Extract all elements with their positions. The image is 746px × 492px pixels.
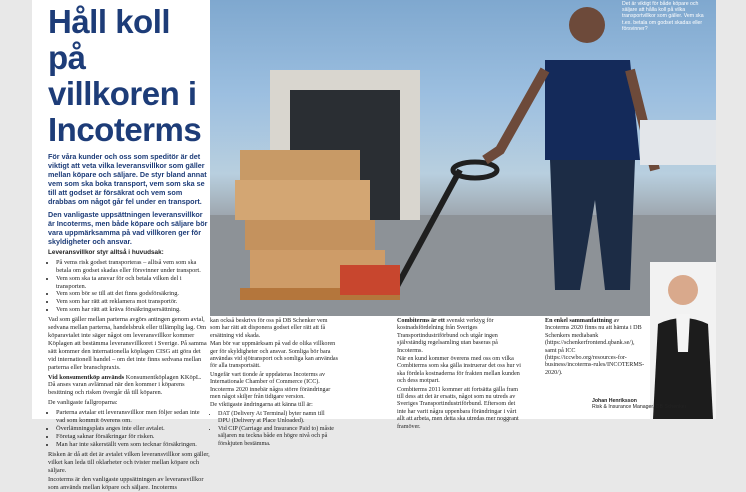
subhead: En enkel sammanfattning: [545, 318, 613, 324]
article-body: [48, 249, 210, 492]
list-item: • Vem som har rätt att kräva försäkringsersättning.: [56, 306, 210, 314]
body-paragraph: Combiterms 2011 kommer att fortsätta gälla fram till dess att det är ersatts, något som nu utreds av Sveriges Transportindustriförbund. Eftersom det inte har varit några uppenbara förändringar i vårt allt att arbeta, men detta ska utredas mer noggrant framöver.: [397, 386, 519, 430]
list-item: • På vems risk godset transporteras – alltså vem som ska betala om godset skadas eller försvinner under transport.: [56, 259, 210, 275]
portrait-photo: [650, 262, 716, 419]
magazine-page: [32, 0, 716, 492]
changes-list: [210, 411, 338, 448]
article-title: Håll koll på villkoren i Incoterms: [48, 3, 202, 148]
photo-caption: Det är viktigt för både köpare och säljare att hålla koll på vilka transportvillkor som gäller. Vem ska t.ex. betala om godset skadas eller försvinner?: [622, 1, 704, 32]
subhead: Vid konsumentköp används: [48, 373, 125, 381]
list-item: • Parterna avtalar ett leveransvillkor men följer sedan inte vad som kommit överens om.: [56, 409, 210, 425]
left-column: [32, 0, 210, 492]
body-paragraph: Man bör var uppmärksam på vad de olika villkoren ger för skyldigheter och ansvar. Somliga bör bara användas vid sjötransport och somliga kan användas för alla transportsätt.: [210, 341, 338, 370]
body-paragraph: Ungefär vart tionde år uppdateras Incoterms av Internationale Chamber of Commerce (ICC). Incoterms 2020 innebär några större förändringar men något skiljer från tidigare version.: [210, 371, 331, 401]
body-paragraph: Combiterms är ett svenskt verktyg för kostnadsfördelning från Sveriges Transportindustriförbund och utgår ingen självständig regelsamling utan baseras på Incoterms.: [397, 318, 498, 354]
body-paragraph: kan också beskrivs för oss på DB Schenker vem som har rätt att disponera godset eller rätt att få ersättning vid skada.: [210, 318, 328, 339]
list-item: • Man har inte säkerställt vem som tecknar försäkringen.: [56, 441, 210, 449]
list-item: • Vem som ska ta ansvar för och betala vilken del i transporten.: [56, 275, 210, 291]
warehouse-scene-illustration: [210, 0, 716, 316]
list-item: • DAT (Delivery At Terminal) byter namn till DPU (Delivery at Place Unloaded).: [218, 411, 338, 426]
list-item: • Vid CIP (Carriage and Insurance Paid to) måste säljaren nu teckna både en högre nivå och på förskjuten bestämma.: [218, 426, 338, 448]
hero-photo: [210, 0, 716, 316]
list-heading: Leveransvillkor styr alltså i huvudsak:: [48, 248, 164, 256]
column-4: [545, 318, 645, 378]
body-paragraph: De vanligaste fallgroparna:: [48, 399, 118, 407]
column-3: [397, 318, 525, 432]
byline-name: Johan Henriksson: [592, 398, 637, 404]
subhead: Combiterms är ett: [397, 318, 445, 324]
column-2: [210, 318, 338, 448]
body-paragraph: Risken är då att det är avtalet vilken leveransvillkor som gäller, vilket kan leda till oklarheter och tvister mellan köpare och säljare.: [48, 450, 210, 474]
body-paragraph: Incoterms är den vanligaste uppsättningen av leveransvillkor som används mellan köpare och säljare. Incoterms: [48, 476, 204, 492]
lead-paragraph-2: Den vanligaste uppsättningen leveransvillkor är Incoterms, men både köpare och säljare bör vara uppmärksamma på vad villkoren ger för skyldigheter och ansvar.: [48, 209, 208, 246]
body-paragraph: Vad som gäller mellan parterna avgörs antingen genom avtal, sedvana mellan parterna, handelsbruk eller tillämplig lag. Om köparavtalet inte säger något om leveransvillkor kommer Köplagen att bestämma leveransvillkoret i Sverige. På samma sätt kommer den internationella köplagen CISG att göra det vid internationell handel – om det inte finns sedvana mellan parterna eller branschpraxis.: [48, 316, 207, 371]
pitfalls-list: [48, 409, 210, 449]
lead-paragraph-1: För våra kunder och oss som speditör är det viktigt att veta vilka leveransvillkor som gäller mellan köpare och säljare. De styr bland annat vem som ska boka transport, vem som ska se till att godset är försäkrat och vem som drabbas om något går fel under en transport.: [48, 152, 207, 207]
body-paragraph: Vid konsumentköp används Konsumentköplagen KKöpL. Då anses varan avlämnad när den kommer i köparens besittning och risken övergår då till köparen.: [48, 373, 202, 397]
body-paragraph: En enkel sammanfattning av Incoterms 2020 finns nu att hämta i DB Schenkers mediabank (https://schenkerfrontend.qbank.se/), samt på ICC (https://iccwbo.org/resources-for-business/incoterms-rules/INCOTERMS-2020/).: [545, 318, 645, 376]
list-item: • Företag saknar försäkringar för risken.: [56, 433, 210, 441]
terms-list: [48, 259, 210, 314]
byline-role: Risk & Insurance Manager, DB Schenker: [592, 404, 687, 411]
list-item: • Vem som har rätt att reklamera mot transportör.: [56, 298, 210, 306]
list-item: • Överlämningsplats anges inte eller avtalet.: [56, 425, 210, 433]
body-paragraph: De viktigaste ändringarna att känna till är:: [210, 402, 313, 409]
byline: [592, 398, 686, 410]
body-paragraph: När en kund kommer överens med oss om vilka Combiterms som ska gälla instruerar det oss hur vi ska fördela kostnaderna för frakten mellan kunden och dess motpart.: [397, 356, 521, 385]
list-item: • Vem som bör se till att det finns godsförsäkring.: [56, 290, 210, 298]
